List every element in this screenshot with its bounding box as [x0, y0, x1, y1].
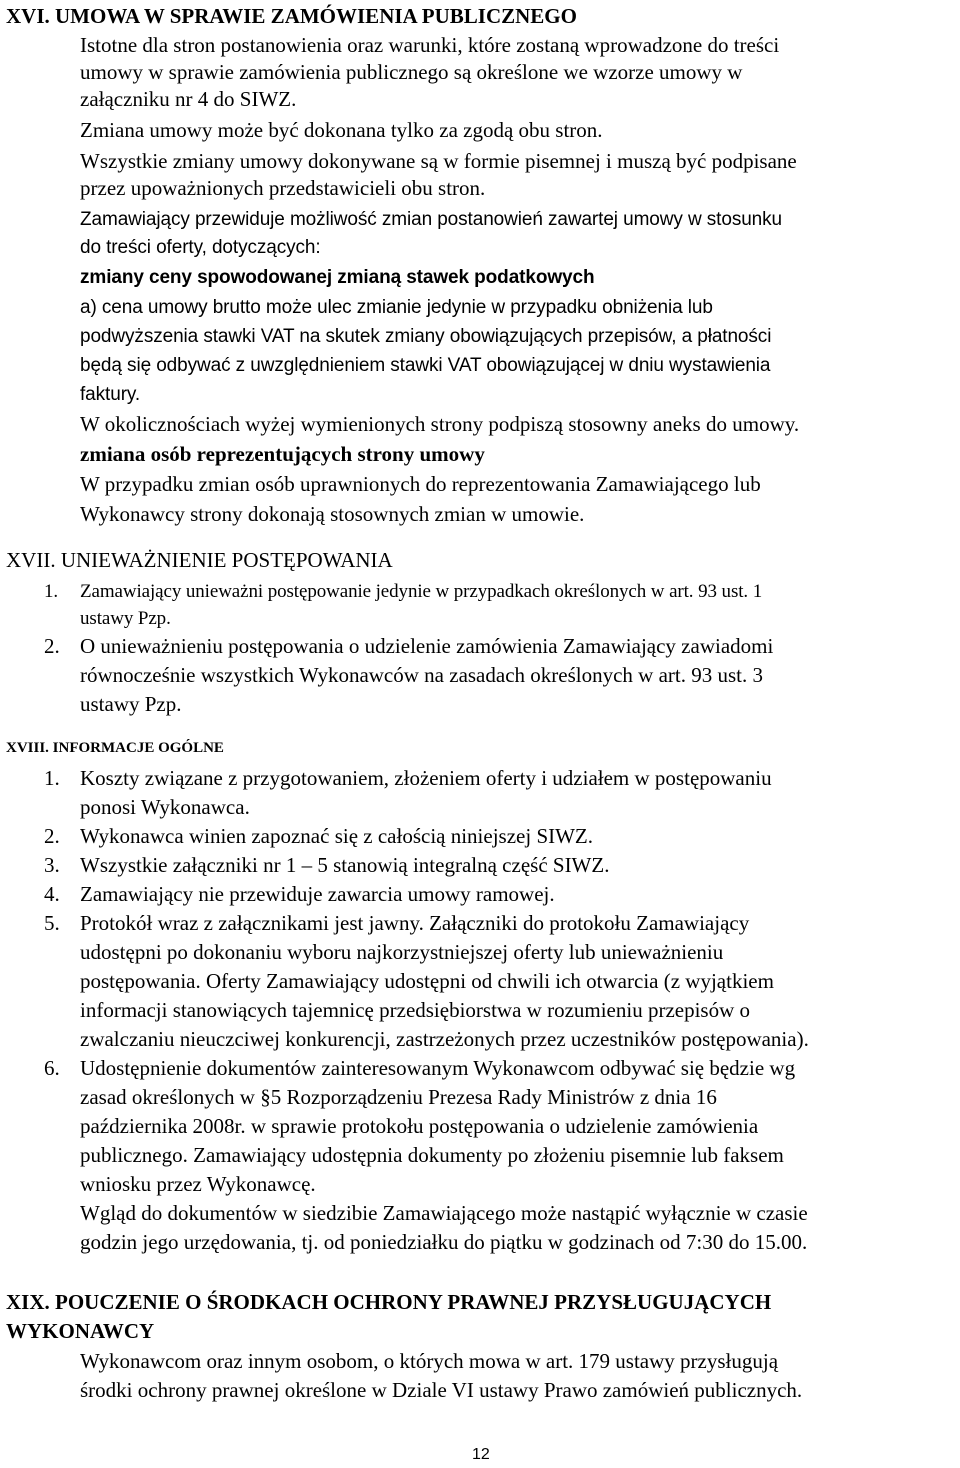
text-line: Wykonawcy strony dokonają stosownych zmian w umowie.: [80, 502, 585, 526]
list-item: Protokół wraz z załącznikami jest jawny. Załączniki do protokołu Zamawiający: [80, 911, 750, 935]
text-line: Wgląd do dokumentów w siedzibie Zamawiającego może nastąpić wyłącznie w czasie: [80, 1201, 808, 1225]
section-17-heading: XVII. UNIEWAŻNIENIE POSTĘPOWANIA: [6, 548, 393, 572]
list-item: ponosi Wykonawca.: [80, 795, 250, 819]
list-item: ustawy Pzp.: [80, 608, 171, 629]
text-line: godzin jego urzędowania, tj. od poniedziałku do piątku w godzinach od 7:30 do 15.00.: [80, 1230, 808, 1254]
text-line: Zmiana umowy może być dokonana tylko za zgodą obu stron.: [80, 118, 603, 142]
list-item: O unieważnieniu postępowania o udzielenie zamówienia Zamawiający zawiadomi: [80, 634, 774, 658]
list-item: ustawy Pzp.: [80, 692, 182, 716]
subheading-representatives-change: zmiana osób reprezentujących strony umowy: [80, 442, 485, 466]
section-16-heading: XVI. UMOWA W SPRAWIE ZAMÓWIENIA PUBLICZNEGO: [6, 4, 577, 28]
list-item: udostępni po dokonaniu wyboru najkorzystniejszej oferty lub unieważnieniu: [80, 940, 724, 964]
list-item: Zamawiający nie przewiduje zawarcia umowy ramowej.: [80, 882, 555, 906]
text-line: Wykonawcom oraz innym osobom, o których mowa w art. 179 ustawy przysługują: [80, 1349, 779, 1373]
text-line: do treści oferty, dotyczących:: [80, 237, 321, 258]
text-line: Zamawiający przewiduje możliwość zmian postanowień zawartej umowy w stosunku: [80, 209, 783, 230]
list-number: 2.: [44, 634, 60, 658]
list-number: 3.: [44, 853, 60, 877]
list-item: zwalczaniu nieuczciwej konkurencji, zastrzeżonych przez uczestników postępowania).: [80, 1027, 809, 1051]
list-item: Koszty związane z przygotowaniem, złożeniem oferty i udziałem w postępowaniu: [80, 766, 772, 790]
text-line: faktury.: [80, 384, 141, 405]
list-item: Wykonawca winien zapoznać się z całością niniejszej SIWZ.: [80, 824, 594, 848]
text-line: Istotne dla stron postanowienia oraz warunki, które zostaną wprowadzone do treści: [80, 33, 780, 57]
list-item: wniosku przez Wykonawcę.: [80, 1172, 316, 1196]
list-item: Wszystkie załączniki nr 1 – 5 stanowią integralną część SIWZ.: [80, 853, 610, 877]
list-number: 5.: [44, 911, 60, 935]
text-line: będą się odbywać z uwzględnieniem stawki VAT obowiązującej w dniu wystawienia: [80, 355, 771, 376]
text-line: W przypadku zmian osób uprawnionych do reprezentowania Zamawiającego lub: [80, 472, 761, 496]
list-item: października 2008r. w sprawie protokołu postępowania o udzielenie zamówienia: [80, 1114, 759, 1138]
text-line: Wszystkie zmiany umowy dokonywane są w formie pisemnej i muszą być podpisane: [80, 149, 797, 173]
list-number: 4.: [44, 882, 60, 906]
list-number: 1.: [44, 581, 59, 602]
list-number: 1.: [44, 766, 60, 790]
list-item: informacji stanowiących tajemnicę przedsiębiorstwa w rozumieniu przepisów o: [80, 998, 751, 1022]
text-line: W okolicznościach wyżej wymienionych strony podpiszą stosowny aneks do umowy.: [80, 412, 800, 436]
text-line: środki ochrony prawnej określone w Dziale VI ustawy Prawo zamówień publicznych.: [80, 1378, 803, 1402]
list-item: publicznego. Zamawiający udostępnia dokumenty po złożeniu pisemnie lub faksem: [80, 1143, 784, 1167]
list-item: Zamawiający unieważni postępowanie jedynie w przypadkach określonych w art. 93 ust. 1: [80, 581, 763, 602]
page-number: 12: [472, 1446, 490, 1463]
text-line: przez upoważnionych przedstawicieli obu stron.: [80, 176, 486, 200]
section-18-heading: XVIII. INFORMACJE OGÓLNE: [6, 740, 224, 756]
list-number: 2.: [44, 824, 60, 848]
text-line: a) cena umowy brutto może ulec zmianie jedynie w przypadku obniżenia lub: [80, 297, 713, 318]
list-item: postępowania. Oferty Zamawiający udostępni od chwili ich otwarcia (z wyjątkiem: [80, 969, 774, 993]
list-item: równocześnie wszystkich Wykonawców na zasadach określonych w art. 93 ust. 3: [80, 663, 763, 687]
subheading-price-change: zmiany ceny spowodowanej zmianą stawek podatkowych: [80, 267, 595, 288]
list-item: Udostępnienie dokumentów zainteresowanym Wykonawcom odbywać się będzie wg: [80, 1056, 796, 1080]
list-number: 6.: [44, 1056, 60, 1080]
text-line: załączniku nr 4 do SIWZ.: [80, 87, 297, 111]
text-line: podwyższenia stawki VAT na skutek zmiany obowiązujących przepisów, a płatności: [80, 326, 772, 347]
section-19-heading: XIX. POUCZENIE O ŚRODKACH OCHRONY PRAWNEJ PRZYSŁUGUJĄCYCH: [6, 1290, 772, 1314]
text-line: umowy w sprawie zamówienia publicznego są określone we wzorze umowy w: [80, 60, 743, 84]
list-item: zasad określonych w §5 Rozporządzeniu Prezesa Rady Ministrów z dnia 16: [80, 1085, 717, 1109]
section-19-heading-cont: WYKONAWCY: [6, 1319, 155, 1343]
